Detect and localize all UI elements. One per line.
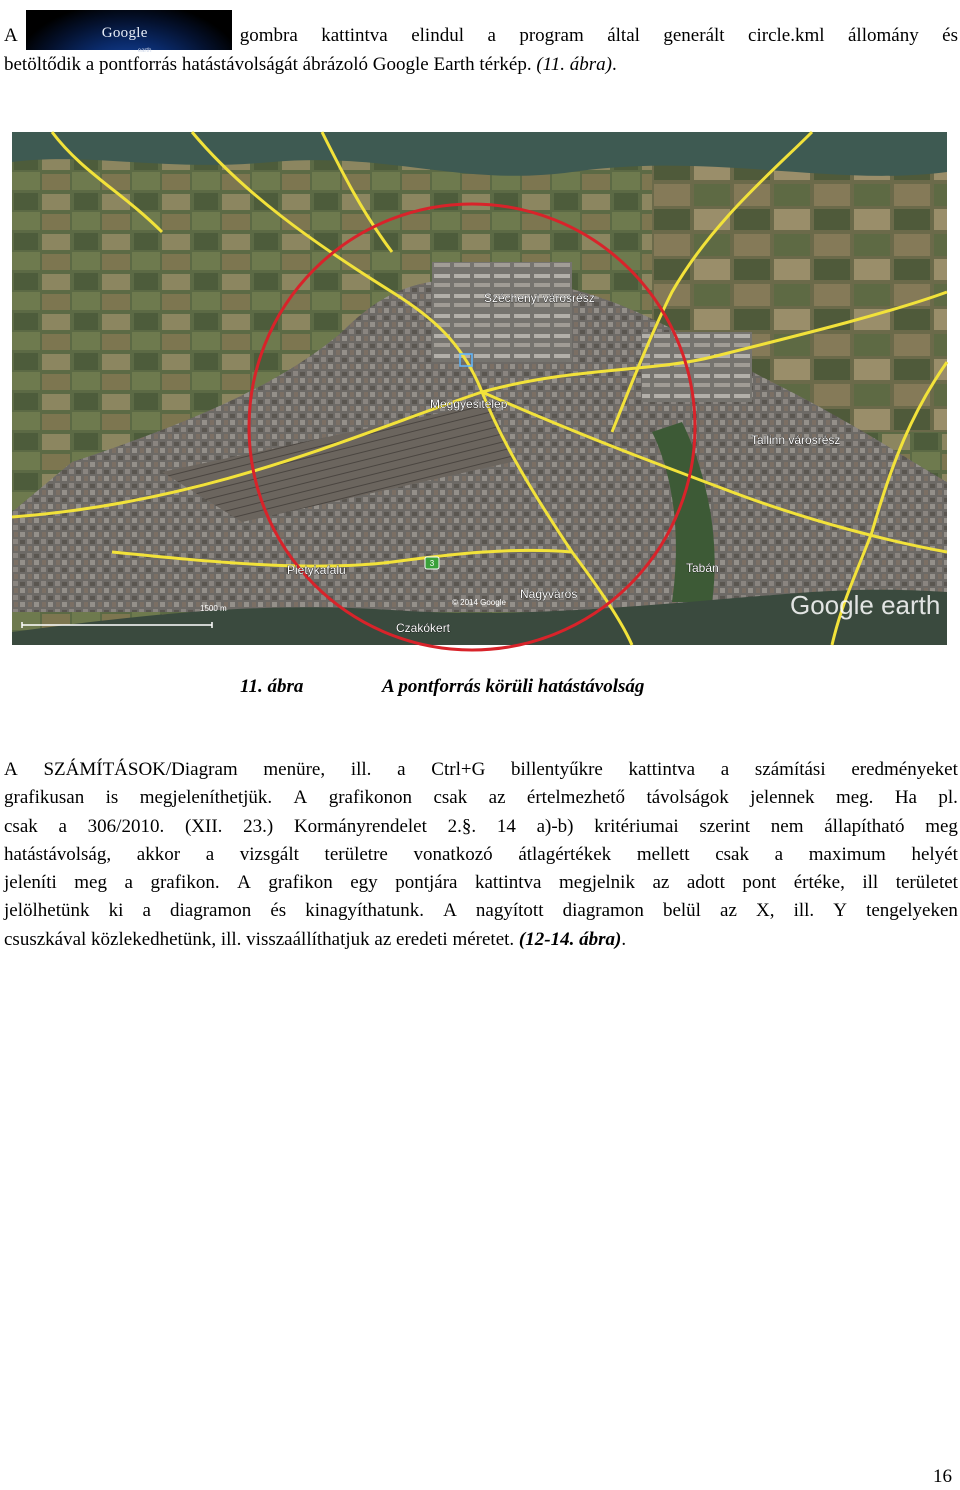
intro-word: gombra [239,25,298,46]
paragraph-last-line [4,926,958,954]
label-taban: Tabán [686,561,719,575]
intro-line-2-text: betöltődik a pontforrás hatástávolságát ábrázoló Google Earth térkép. [4,54,537,75]
label-szechenyi: Széchenyi városrész [484,291,595,305]
paragraph-line: jelölhetünk ki a diagramon és kinagyíthatunk. A nagyított diagramon belül az X, ill. Y tengelyeken [4,900,958,922]
road-sign [425,557,439,569]
page-number: 16 [933,1466,952,1487]
intro-word: generált [663,25,725,46]
intro-word: által [607,25,640,46]
figure-caption-number: 11. ábra [240,676,304,697]
paragraph-line: csak a 306/2010. (XII. 23.) Kormányrendelet 2.§. 14 a)-b) kritériumai szerint nem állapítható meg [4,815,958,837]
map-housing-blocks [432,262,572,362]
label-czakokert: Czakókert [396,621,451,635]
intro-word: kattintva [321,25,388,46]
paragraph-last-line-end: . [621,928,627,950]
intro-word: elindul [411,25,464,46]
figure-ref-12-14: (12-14. ábra) [518,928,622,950]
label-meggyesi: Meggyesitelep [430,397,508,411]
map-copyright: © 2014 Google [452,598,506,607]
paragraph-line: jeleníti meg a grafikon. A grafikon egy pontjára kattintva megjelnik az adott pont értéke, ill területet [4,872,958,894]
label-nagyvaros: Nagyváros [520,587,578,601]
intro-word: a [487,25,496,46]
intro-word: program [519,25,584,46]
google-earth-logo-text: Google [101,25,148,41]
figure-caption-title: A pontforrás körüli hatástávolság [382,676,645,697]
label-tallinn: Tallinn városrész [751,433,841,447]
intro-word: állomány [848,25,919,46]
figure-ref-11: (11. ábra) [536,54,612,75]
svg-text:3: 3 [429,559,435,568]
intro-word: és [942,25,958,46]
body-paragraph [4,756,958,954]
paragraph-line: grafikusan is megjeleníthetjük. A grafikonon csak az értelmezhető távolságok jelennek meg. Ha pl. [4,787,958,809]
paragraph-last-line-text: csuszkával közlekedhetünk, ill. visszaállíthatjuk az eredeti méretet. [4,928,519,950]
intro-word: circle.kml [748,25,825,46]
google-earth-button[interactable] [26,10,232,54]
intro-line-1-text [240,21,958,50]
intro-line-1 [4,22,958,54]
satellite-map [12,132,947,645]
google-earth-sub-text: earth [137,48,152,54]
label-pietykafalu: Pietykafalu [287,563,346,577]
intro-line-2-end: . [611,54,617,75]
intro-paragraph [4,22,958,79]
svg-text:1500 m: 1500 m [200,604,227,613]
intro-word-a: A [4,25,18,46]
google-earth-watermark: Google earth [790,590,941,620]
paragraph-line: A SZÁMÍTÁSOK/Diagram menüre, ill. a Ctrl+G billentyűkre kattintva a számítási eredményeket [4,759,958,780]
paragraph-line: hatástávolság, akkor a vizsgált területre vonatkozó átlagértékek mellett csak a maximum helyét [4,843,958,865]
